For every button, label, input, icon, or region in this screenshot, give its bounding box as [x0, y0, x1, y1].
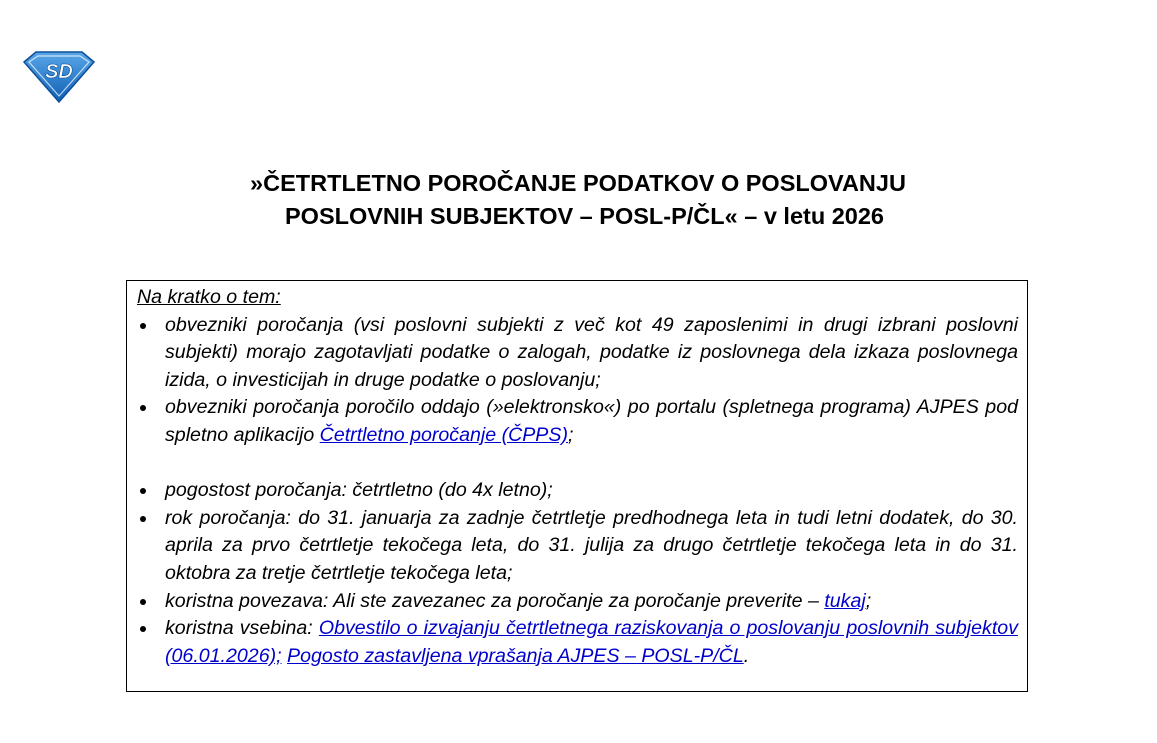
list-item: rok poročanja: do 31. januarja za zadnje četrtletje predhodnega leta in tudi letni dodatek, do 30. aprila za prvo četrtletje tekočega leta, do 31. julija za drugo četrtletje tekočega leta in do 31. oktobra za tretje četrtletje tekočega leta;: [137, 505, 1018, 588]
svg-text:SD: SD: [45, 61, 73, 83]
list-item: pogostost poročanja: četrtletno (do 4x letno);: [137, 477, 1018, 505]
logo: [22, 50, 96, 104]
list-item: koristna vsebina: Obvestilo o izvajanju četrtletnega raziskovanja o poslovanju poslovnih subjektov (06.01.2026); Pogosto zastavljena vprašanja AJPES – POSL-P/ČL.: [137, 615, 1018, 670]
summary-list: [137, 312, 1018, 450]
summary-heading: Na kratko o tem:: [137, 286, 281, 308]
faq-link[interactable]: Pogosto zastavljena vprašanja AJPES – POSL-P/ČL: [287, 644, 744, 667]
title-line-1: »ČETRTLETNO POROČANJE PODATKOV O POSLOVANJU: [250, 170, 906, 196]
check-obligation-link[interactable]: tukaj: [824, 589, 866, 612]
summary-box: [126, 280, 1028, 692]
list-item: obvezniki poročanja poročilo oddajo (»elektronsko«) po portalu (spletnega programa) AJPES pod spletno aplikacijo Četrtletno poročanje (ČPPS);: [137, 394, 1018, 449]
notice-link[interactable]: Obvestilo o izvajanju četrtletnega raziskovanja o poslovanju poslovnih subjektov (06.01.2026);: [165, 617, 1018, 667]
list-item: koristna povezava: Ali ste zavezanec za poročanje za poročanje preverite – tukaj;: [137, 588, 1018, 616]
list-item: obvezniki poročanja (vsi poslovni subjekti z več kot 49 zaposlenimi in drugi izbrani poslovni subjekti) morajo zagotavljati podatke o zalogah, podatke iz poslovnega dela izkaza poslovnega izida, o investicijah in druge podatke o poslovanju;: [137, 312, 1018, 395]
page-title: [0, 167, 1157, 233]
sd-shield-logo-icon: [22, 50, 96, 104]
spacer: [137, 450, 1018, 478]
summary-list-2: [137, 477, 1018, 670]
title-line-2: POSLOVNIH SUBJEKTOV – POSL-P/ČL« – v letu 2026: [285, 203, 884, 229]
cpps-app-link[interactable]: Četrtletno poročanje (ČPPS): [319, 423, 568, 446]
